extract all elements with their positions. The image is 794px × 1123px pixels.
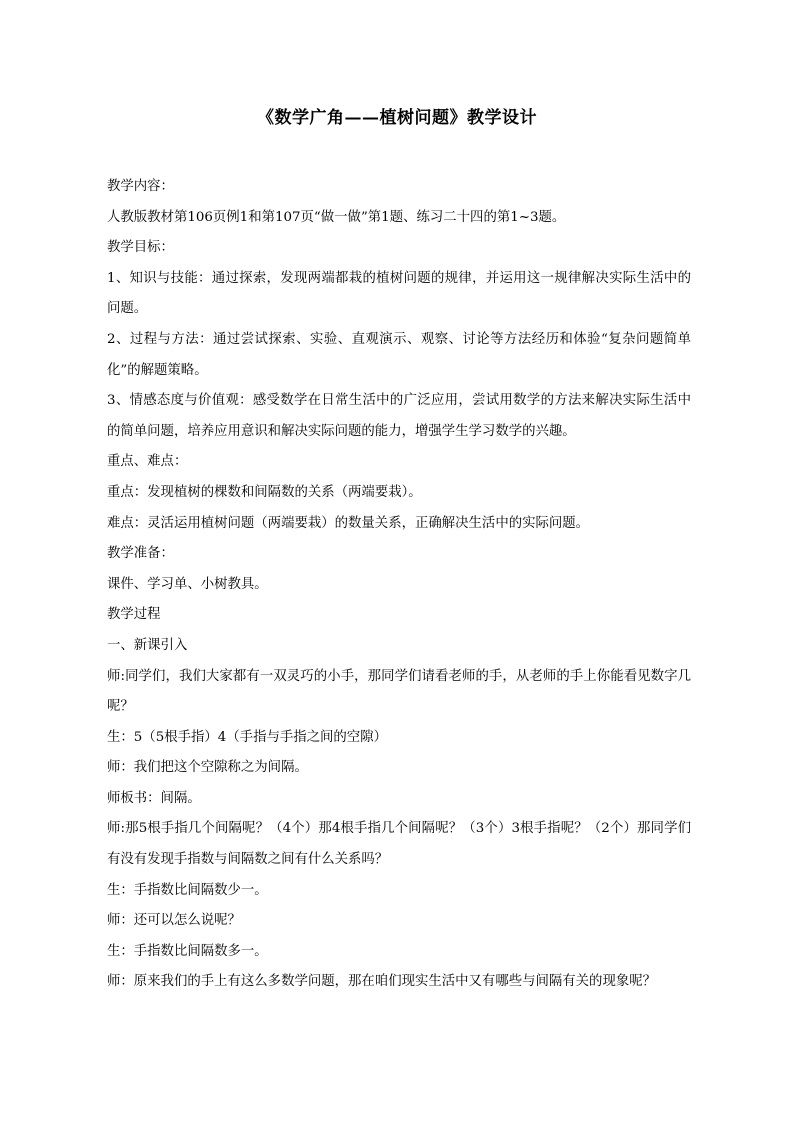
paragraph-teaching-goals-heading: 教学目标： — [107, 240, 174, 256]
paragraph-dialogue-6: 生：手指数比间隔数少一。 — [107, 882, 268, 898]
paragraph-dialogue-2: 生：5（5根手指）4（手指与手指之间的空隙） — [107, 729, 387, 745]
document-title: 《数学广角——植树问题》教学设计 — [257, 108, 537, 128]
paragraph-goal-process: 2、过程与方法：通过尝试探索、实验、直观演示、观察、讨论等方法经历和体验“复杂问题简单化”的解题策略。 — [107, 331, 691, 378]
paragraph-dialogue-9: 师：原来我们的手上有这么多数学问题，那在咱们现实生活中又有哪些与间隔有关的现象呢？ — [107, 974, 657, 990]
paragraph-dialogue-4: 师板书：间隔。 — [107, 790, 201, 806]
paragraph-teaching-content: 人教版教材第106页例1和第107页“做一做”第1题、练习二十四的第1~3题。 — [107, 209, 566, 225]
paragraph-dialogue-7: 师：还可以怎么说呢？ — [107, 913, 241, 929]
paragraph-preparation-heading: 教学准备： — [107, 546, 174, 562]
paragraph-teaching-content-heading: 教学内容： — [107, 179, 174, 194]
paragraph-process-heading: 教学过程 — [107, 607, 161, 623]
paragraph-dialogue-1: 师:同学们，我们大家都有一双灵巧的小手，那同学们请看老师的手，从老师的手上你能看见数字几呢？ — [107, 668, 691, 715]
paragraph-key-points-heading: 重点、难点： — [107, 454, 188, 470]
paragraph-key-point: 重点：发现植树的棵数和间隔数的关系（两端要栽）。 — [107, 484, 422, 500]
paragraph-dialogue-8: 生：手指数比间隔数多一。 — [107, 943, 268, 959]
paragraph-dialogue-5: 师:那5根手指几个间隔呢？（4个）那4根手指几个间隔呢？（3个）3根手指呢？（2个）那同学们有没有发现手指数与间隔数之间有什么关系吗？ — [107, 821, 691, 868]
paragraph-preparation: 课件、学习单、小树教具。 — [107, 576, 268, 592]
paragraph-difficulty: 难点：灵活运用植树问题（两端要栽）的数量关系，正确解决生活中的实际问题。 — [107, 515, 590, 531]
paragraph-section-intro: 一、新课引入 — [107, 637, 188, 653]
paragraph-goal-attitude: 3、情感态度与价值观：感受数学在日常生活中的广泛应用，尝试用数学的方法来解决实际生活中的简单问题，培养应用意识和解决实际问题的能力，增强学生学习数学的兴趣。 — [107, 393, 691, 439]
document-body — [107, 172, 691, 998]
paragraph-goal-knowledge: 1、知识与技能：通过探索，发现两端都栽的植树问题的规律，并运用这一规律解决实际生活中的问题。 — [107, 270, 691, 317]
paragraph-dialogue-3: 师：我们把这个空隙称之为间隔。 — [107, 760, 308, 776]
